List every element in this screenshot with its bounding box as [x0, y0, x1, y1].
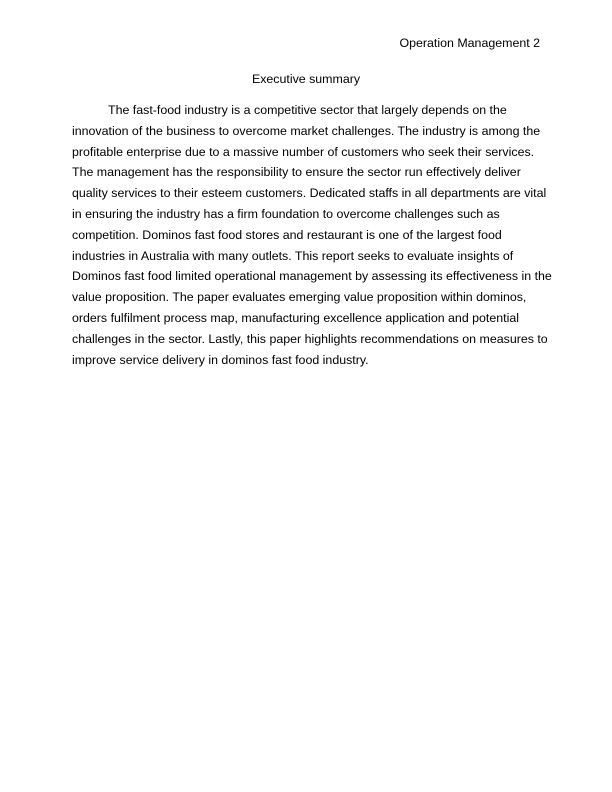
- paragraph-line: challenges in the sector. Lastly, this paper highlights recommendations on measures to: [72, 331, 548, 346]
- section-heading: Executive summary: [251, 72, 361, 86]
- paragraph-line: orders fulfilment process map, manufacturing excellence application and potential: [72, 310, 520, 325]
- paragraph-line: The fast-food industry is a competitive sector that largely depends on the: [108, 103, 507, 117]
- summary-paragraph: [72, 100, 552, 370]
- paragraph-line: The management has the responsibility to ensure the sector run effectively deliver: [72, 165, 521, 180]
- paragraph-line: competition. Dominos fast food stores and restaurant is one of the largest food: [72, 227, 502, 242]
- paragraph-line: in ensuring the industry has a firm foundation to overcome challenges such as: [72, 206, 500, 221]
- paragraph-line: value proposition. The paper evaluates emerging value proposition within dominos,: [72, 290, 527, 305]
- paragraph-line: innovation of the business to overcome market challenges. The industry is among the: [72, 123, 541, 138]
- paragraph-line: Dominos fast food limited operational management by assessing its effectiveness in the: [72, 269, 552, 284]
- paragraph-line: profitable enterprise due to a massive number of customers who seek their services.: [72, 144, 535, 159]
- running-header: Operation Management 2: [399, 36, 540, 50]
- paragraph-line: industries in Australia with many outlets. This report seeks to evaluate insights of: [72, 248, 514, 263]
- paragraph-line: quality services to their esteem customers. Dedicated staffs in all departments are vital: [72, 186, 547, 201]
- paragraph-line: improve service delivery in dominos fast food industry.: [72, 352, 369, 367]
